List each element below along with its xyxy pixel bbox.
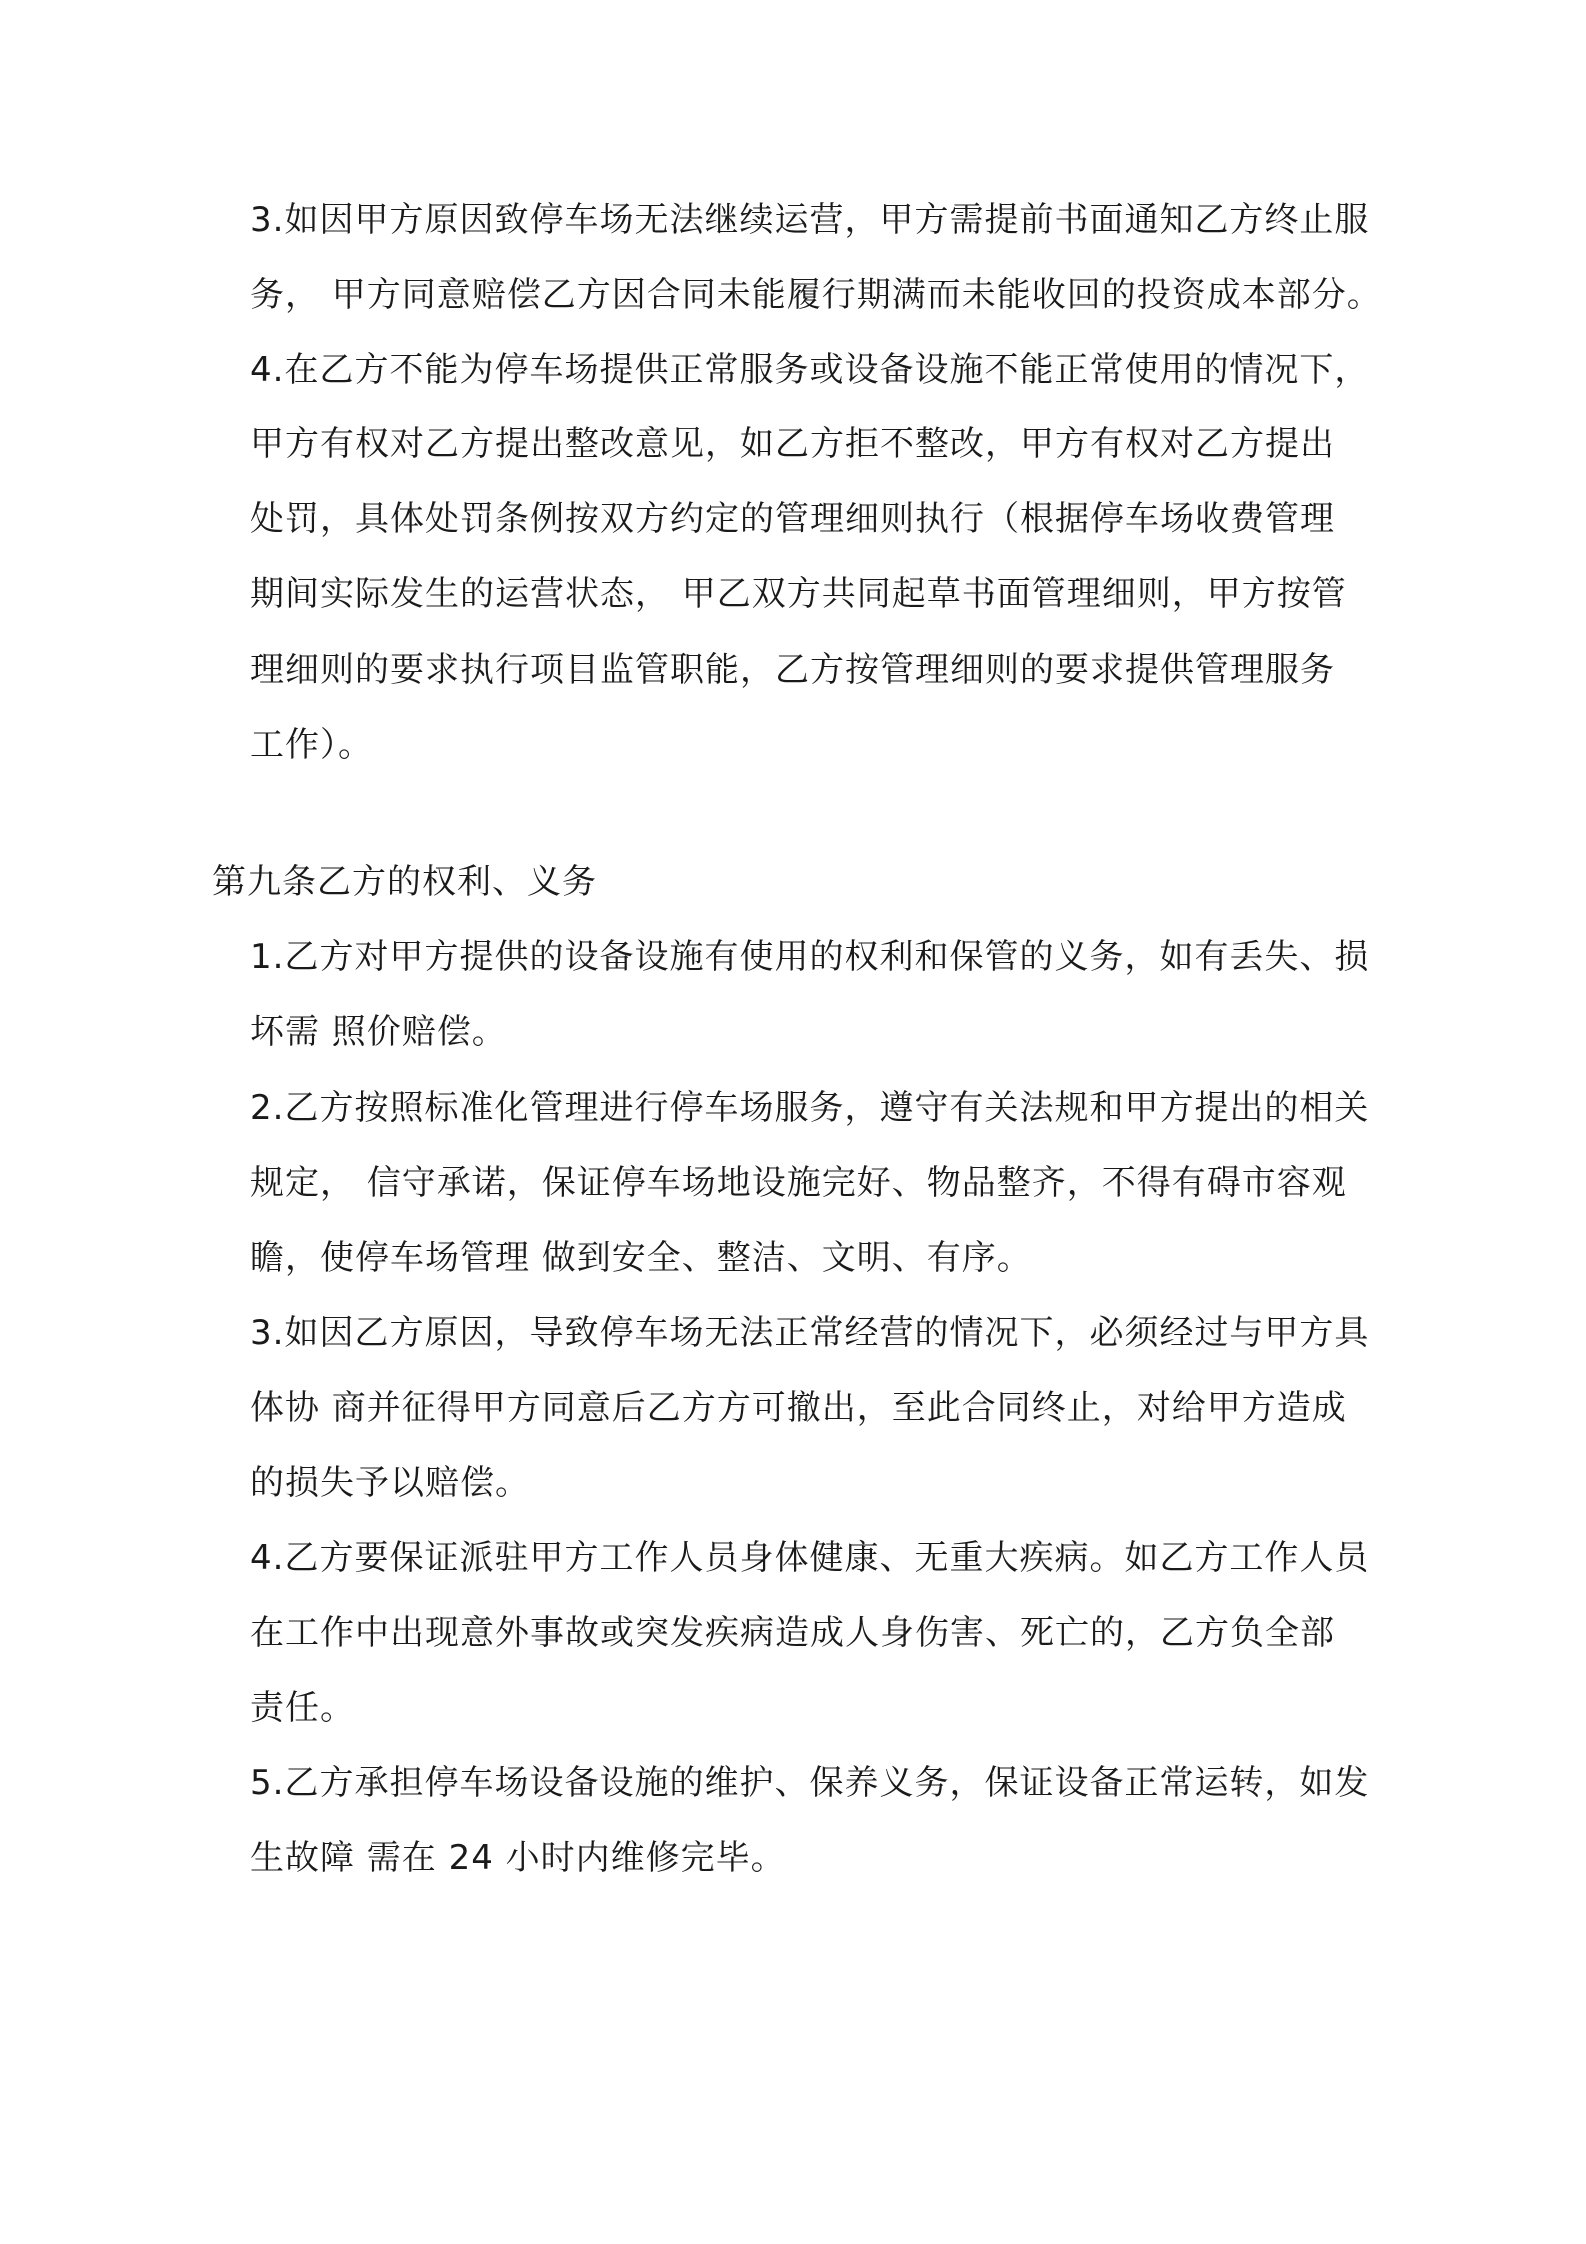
section-heading: 第九条乙方的权利、义务 — [212, 862, 597, 902]
paragraph-line: 瞻，使停车场管理 做到安全、整洁、文明、有序。 — [250, 1238, 1032, 1278]
paragraph-line: 理细则的要求执行项目监管职能，乙方按管理细则的要求提供管理服务 — [250, 650, 1335, 690]
paragraph-line: 工作）。 — [250, 725, 373, 765]
paragraph-line: 责任。 — [250, 1688, 355, 1728]
paragraph-line: 期间实际发生的运营状态， 甲乙双方共同起草书面管理细则，甲方按管 — [250, 574, 1347, 614]
paragraph-line: 坏需 照价赔偿。 — [250, 1012, 507, 1052]
paragraph-line: 3.如因乙方原因，导致停车场无法正常经营的情况下，必须经过与甲方具 — [250, 1313, 1370, 1353]
paragraph-line: 2.乙方按照标准化管理进行停车场服务，遵守有关法规和甲方提出的相关 — [250, 1088, 1370, 1128]
paragraph-line: 在工作中出现意外事故或突发疾病造成人身伤害、死亡的，乙方负全部 — [250, 1613, 1335, 1653]
paragraph-line: 务， 甲方同意赔偿乙方因合同未能履行期满而未能收回的投资成本部分。 — [250, 275, 1382, 315]
paragraph-line: 4.在乙方不能为停车场提供正常服务或设备设施不能正常使用的情况下， — [250, 350, 1370, 390]
paragraph-line: 规定， 信守承诺，保证停车场地设施完好、物品整齐，不得有碍市容观 — [250, 1163, 1347, 1203]
paragraph-line: 甲方有权对乙方提出整改意见，如乙方拒不整改，甲方有权对乙方提出 — [250, 424, 1335, 464]
paragraph-line: 生故障 需在 24 小时内维修完毕。 — [250, 1838, 786, 1878]
paragraph-line: 5.乙方承担停车场设备设施的维护、保养义务，保证设备正常运转，如发 — [250, 1763, 1370, 1803]
paragraph-line: 1.乙方对甲方提供的设备设施有使用的权利和保管的义务，如有丢失、损 — [250, 937, 1370, 977]
paragraph-line: 3.如因甲方原因致停车场无法继续运营，甲方需提前书面通知乙方终止服 — [250, 200, 1370, 240]
paragraph-line: 体协 商并征得甲方同意后乙方方可撤出，至此合同终止，对给甲方造成 — [250, 1388, 1347, 1428]
paragraph-line: 4.乙方要保证派驻甲方工作人员身体健康、无重大疾病。如乙方工作人员 — [250, 1538, 1370, 1578]
paragraph-line: 的损失予以赔偿。 — [250, 1463, 530, 1503]
paragraph-line: 处罚，具体处罚条例按双方约定的管理细则执行（根据停车场收费管理 — [250, 499, 1335, 539]
